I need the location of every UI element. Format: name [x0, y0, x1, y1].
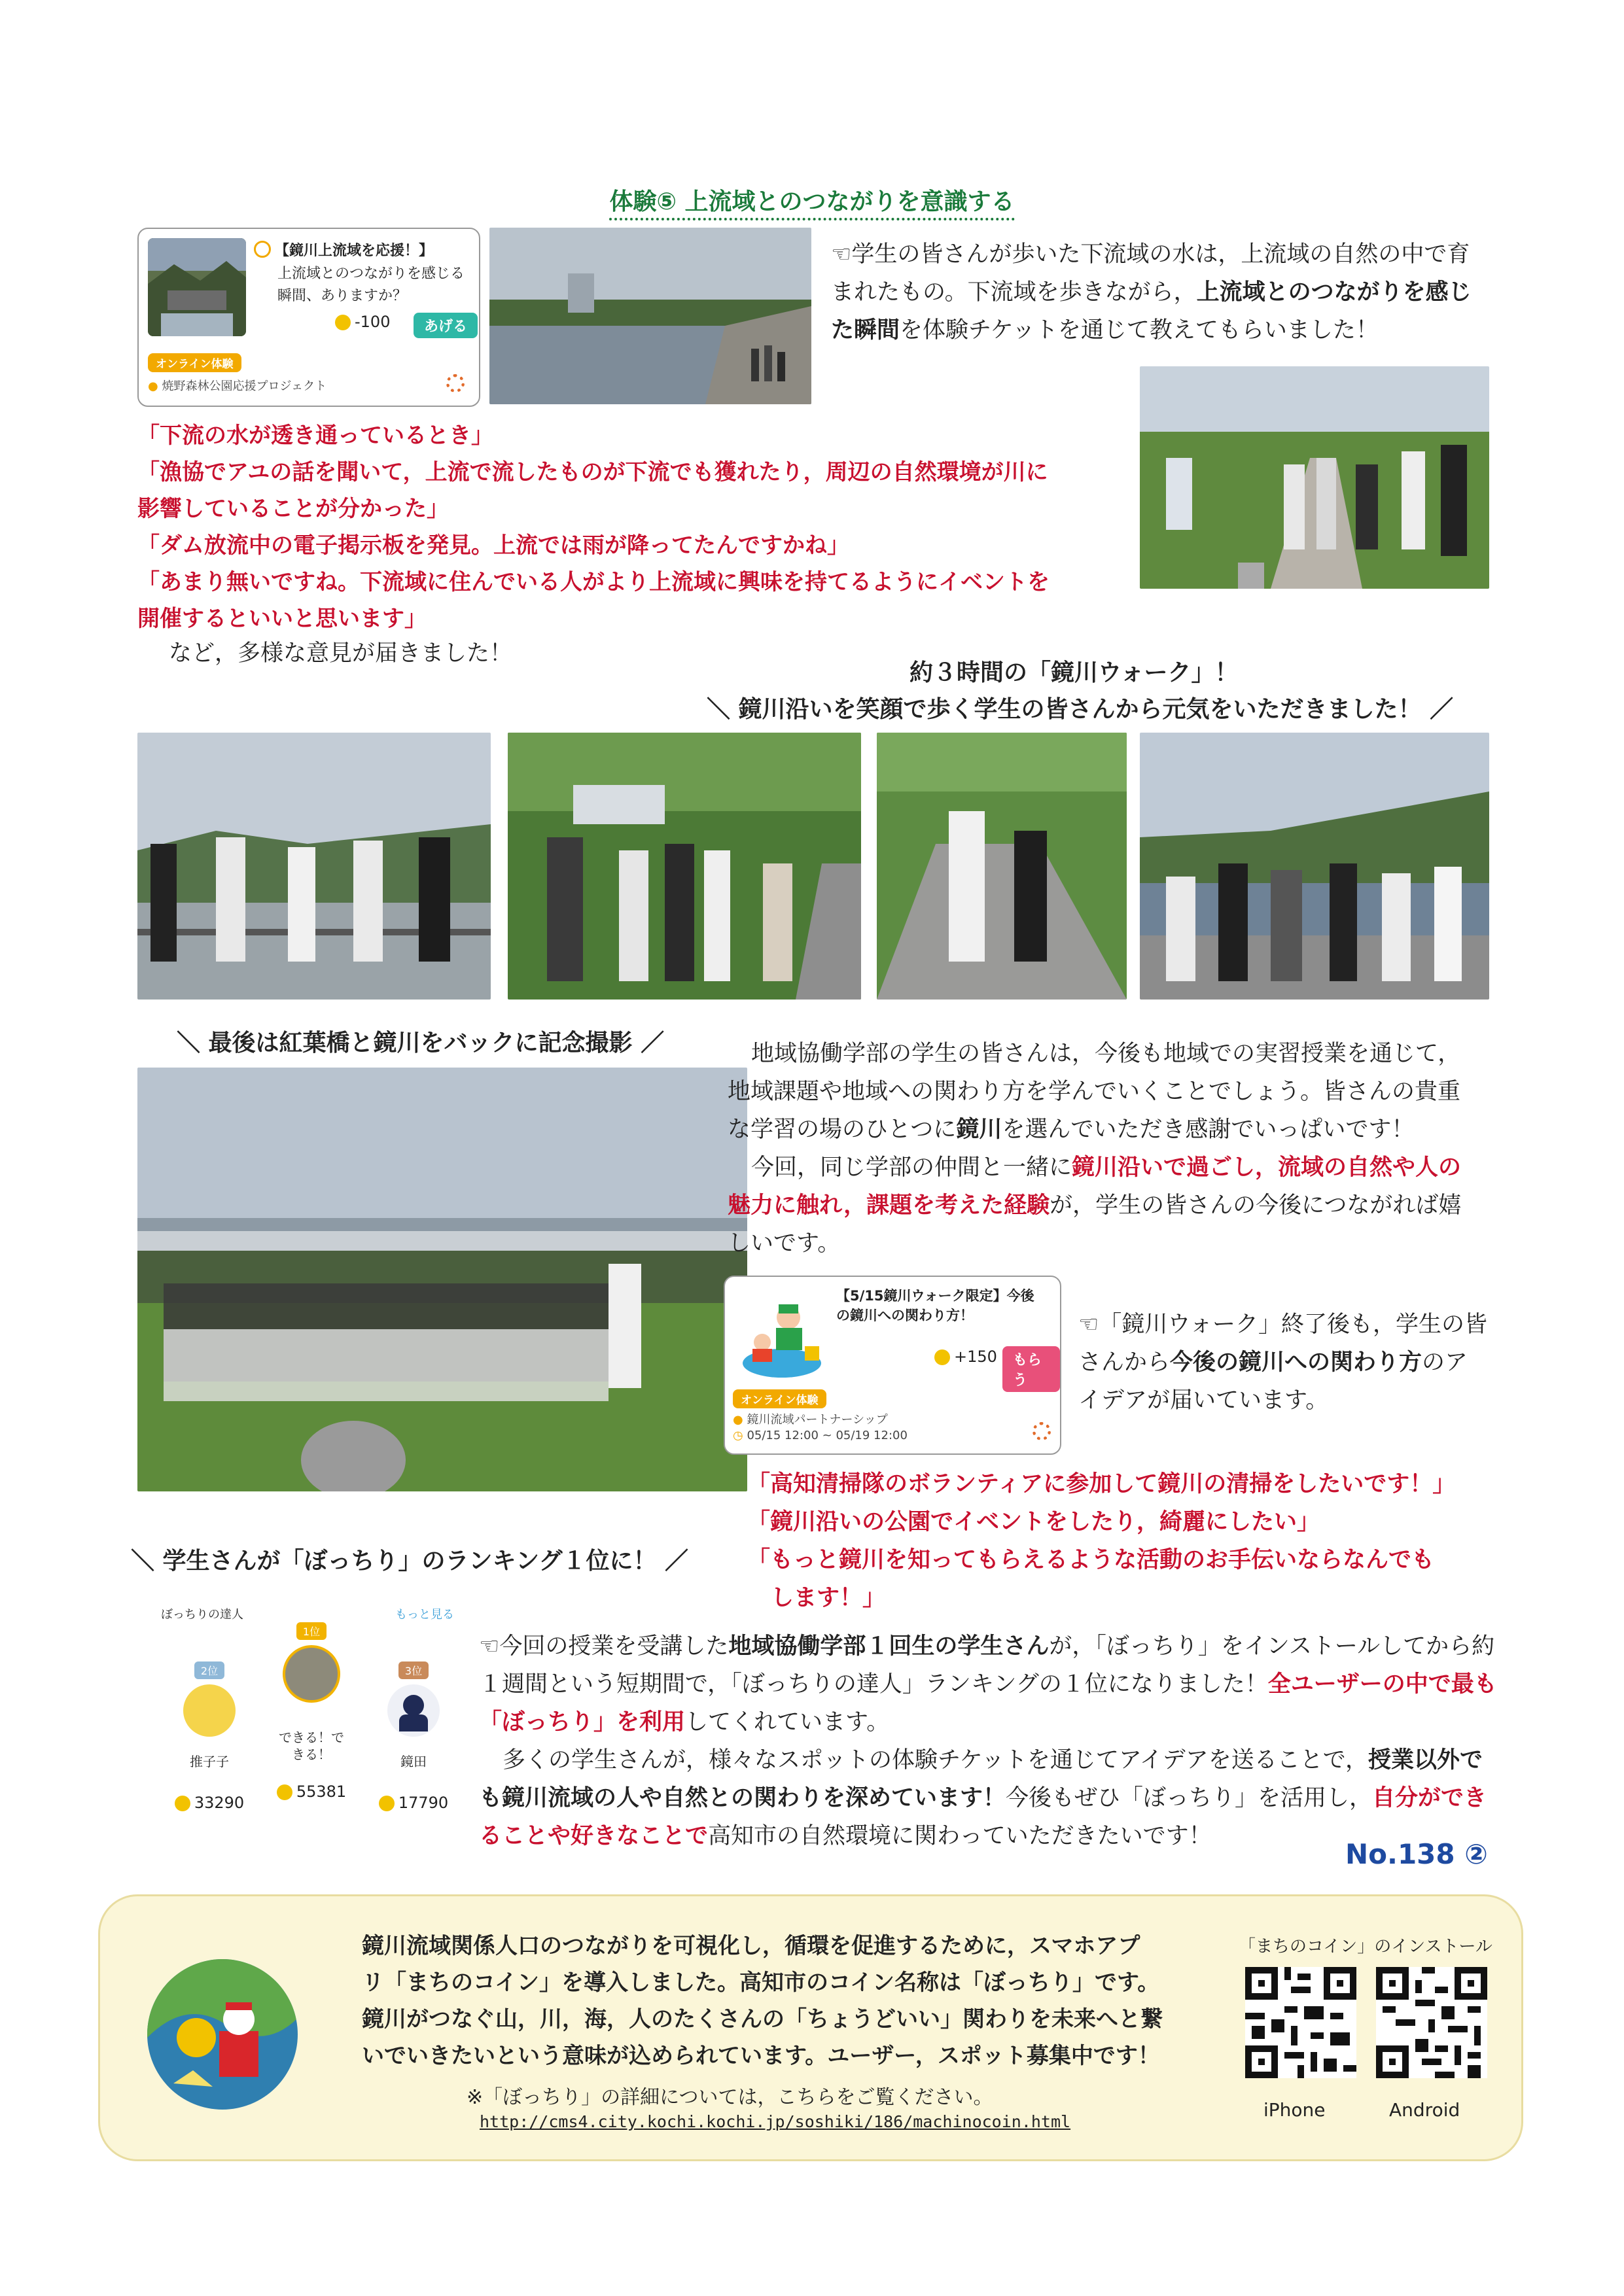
ticket-heading: 【鏡川上流域を応援！】	[275, 243, 434, 259]
walk-photo-3	[877, 733, 1127, 1000]
idea-quotes: 「高知清掃隊のボランティアに参加して鏡川の清掃をしたいです！」 「鏡川沿いの公園でイベントをしたり，綺麗にしたい」 「もっと鏡川を知ってもらえるような活動のお手伝いならなんでも します！」	[747, 1471, 1456, 1611]
walk-photo-4	[1140, 733, 1489, 1000]
give-button[interactable]: あげる	[414, 313, 478, 338]
rank-badge: 1位	[296, 1622, 327, 1640]
river-photo	[489, 228, 811, 404]
group-photo-caption: ＼ 最後は紅葉橋と鏡川をバックに記念撮影 ／	[177, 1030, 665, 1056]
walk-subheading: ＼ 鏡川沿いを笑顔で歩く学生の皆さんから元気をいただきました！ ／	[707, 696, 1454, 723]
ticket-mascot-thumbnail	[733, 1286, 831, 1384]
rank-entry-2[interactable]	[164, 1661, 255, 1812]
logo-icon	[1033, 1422, 1051, 1440]
experience-ticket-card[interactable]	[137, 228, 480, 407]
location-pin-icon: ●	[733, 1413, 743, 1427]
coin-icon	[277, 1784, 292, 1800]
rank-entry-3[interactable]	[368, 1661, 459, 1812]
receive-button[interactable]: もらう	[1002, 1346, 1060, 1392]
ticket-tag-wrap	[148, 353, 241, 372]
rank-score: 17790	[368, 1794, 459, 1812]
ranking-caption: ＼ 学生さんが「ぼっちり」のランキング１位に！ ／	[131, 1548, 688, 1574]
coin-icon	[379, 1796, 395, 1811]
rank-entry-1[interactable]	[266, 1622, 357, 1801]
walk-ticket-card[interactable]	[724, 1276, 1061, 1455]
coin-icon	[934, 1349, 950, 1365]
participant-quotes: 「下流の水が透き通っているとき」 「漁協でアユの話を聞いて，上流で流したものが下流でも獲れたり，周辺の自然環境が川に 影響していることが分かった」 「ダム放流中の電子掲示板を発見。上流では雨が降ってたんですかね」 「あまり無いですね。下流域に住んでいる人がより上流域に興味を持てるようにイベントを 開催するといいと思います」	[137, 423, 1050, 632]
location-pin-icon: ●	[148, 379, 158, 393]
group-photo	[137, 1068, 747, 1491]
ticket-coins: +150	[934, 1348, 997, 1366]
ticket-location: ● 焼野森林公園応援プロジェクト	[148, 379, 327, 393]
rank-name: 推子子	[190, 1754, 229, 1769]
ticket-thumbnail	[148, 238, 246, 336]
ranking-board	[150, 1596, 471, 1832]
footer-url-link[interactable]: http://cms4.city.kochi.kochi.jp/soshiki/186/machinocoin.html	[480, 2112, 1071, 2131]
rank-badge: 3位	[398, 1661, 429, 1679]
ideas-intro: ☜「鏡川ウォーク」終了後も，学生の皆 さんから今後の鏡川への関わり方のア イデアが届いています。	[1078, 1312, 1487, 1414]
ranking-board-title: ぼっちりの達人	[161, 1608, 243, 1622]
footer-text: 鏡川流域関係人口のつながりを可視化し，循環を促進するために，スマホアプ リ「まちのコイン」を導入しました。高知市のコイン名称は「ぼっちり」です。 鏡川がつなぐ山，川，海，人のたくさんの「ちょうどいい」関わりを未来へと繋 いでいきたいという意味が込められています。ユーザー，スポット募集中です！	[362, 1933, 1163, 2069]
ticket-tag-wrap	[733, 1389, 826, 1408]
iphone-label: iPhone	[1263, 2099, 1326, 2121]
ticket-period: ◷ 05/15 12:00 ~ 05/19 12:00	[733, 1429, 908, 1442]
ticket-question: 上流域とのつながりを感じる瞬間、ありますか？	[277, 266, 465, 304]
machi-coin-mascot-icon	[147, 1959, 298, 2110]
issue-number: No.138 ②	[1345, 1838, 1488, 1870]
avatar	[283, 1645, 340, 1703]
android-qr-code[interactable]	[1376, 1967, 1487, 2078]
rank-name: 鏡田	[400, 1754, 427, 1769]
quotes-closing: など，多様な意見が届きました！	[169, 640, 513, 667]
walk-photo-1	[137, 733, 491, 1000]
walk-heading: 約３時間の「鏡川ウォーク」！	[909, 659, 1239, 686]
coin-icon	[175, 1796, 190, 1811]
coin-icon	[335, 315, 351, 330]
iphone-qr-code[interactable]	[1245, 1967, 1356, 2078]
faculty-paragraph: 地域協働学部の学生の皆さんは，今後も地域での実習授業を通じて， 地域課題や地域への関わり方を学んでいくことでしょう。皆さんの貴重 な学習の場のひとつに鏡川を選んでいただき感謝でいっぱいです！ 今回，同じ学部の仲間と一緒に鏡川沿いで過ごし，流域の自然や人の 魅力に触れ，課題を考えた経験が，学生の皆さんの今後につながれば嬉 しいです。	[728, 1041, 1462, 1257]
avatar	[183, 1684, 236, 1737]
avatar	[387, 1684, 440, 1737]
more-link[interactable]: もっと見る	[395, 1608, 454, 1622]
intro-paragraph: ☜学生の皆さんが歩いた下流域の水は，上流域の自然の中で育 まれたもの。下流域を歩きながら，上流域とのつながりを感じ た瞬間を体験チケットを通じて教えてもらいました！	[831, 241, 1472, 343]
clock-icon: ◷	[733, 1429, 743, 1442]
ranking-paragraph: ☜今回の授業を受講した地域協働学部１回生の学生さんが，「ぼっちり」をインストールしてから約 １週間という短期間で，「ぼっちりの達人」ランキングの１位になりました！全ユーザーの中で最も 「ぼっちり」を利用してくれています。 多くの学生さんが，様々なスポットの体験チケットを通じてアイデアを送ることで，授業以外で も鏡川流域の人や自然との関わりを深めています！今後もぜひ「ぼっちり」を活用し，自分ができ ることや好きなことで高知市の自然環境に関わっていただきたいです！	[479, 1633, 1497, 1849]
clock-icon	[254, 241, 271, 258]
rank-score: 55381	[266, 1783, 357, 1801]
ticket-coins: -100	[335, 313, 390, 331]
online-tag: オンライン体験	[733, 1389, 826, 1408]
ticket-location: ● 鏡川流域パートナーシップ	[733, 1413, 888, 1427]
rank-name: できる！できる！	[279, 1730, 344, 1762]
android-label: Android	[1389, 2099, 1460, 2121]
footer-box	[98, 1894, 1523, 2161]
install-label: 「まちのコイン」のインストール	[1239, 1937, 1492, 1957]
rank-score: 33290	[164, 1794, 255, 1812]
section-title: 体験⑤ 上流域とのつながりを意識する	[0, 183, 1624, 217]
online-tag: オンライン体験	[148, 353, 241, 372]
group-walk-photo	[1140, 366, 1489, 589]
ticket-heading: 【5/15鏡川ウォーク限定】今後の鏡川への関わり方！	[836, 1288, 1034, 1323]
walk-photo-2	[508, 733, 861, 1000]
logo-icon	[446, 374, 465, 392]
footer-note: ※「ぼっちり」の詳細については，こちらをご覧ください。	[467, 2086, 993, 2109]
rank-badge: 2位	[194, 1661, 224, 1679]
